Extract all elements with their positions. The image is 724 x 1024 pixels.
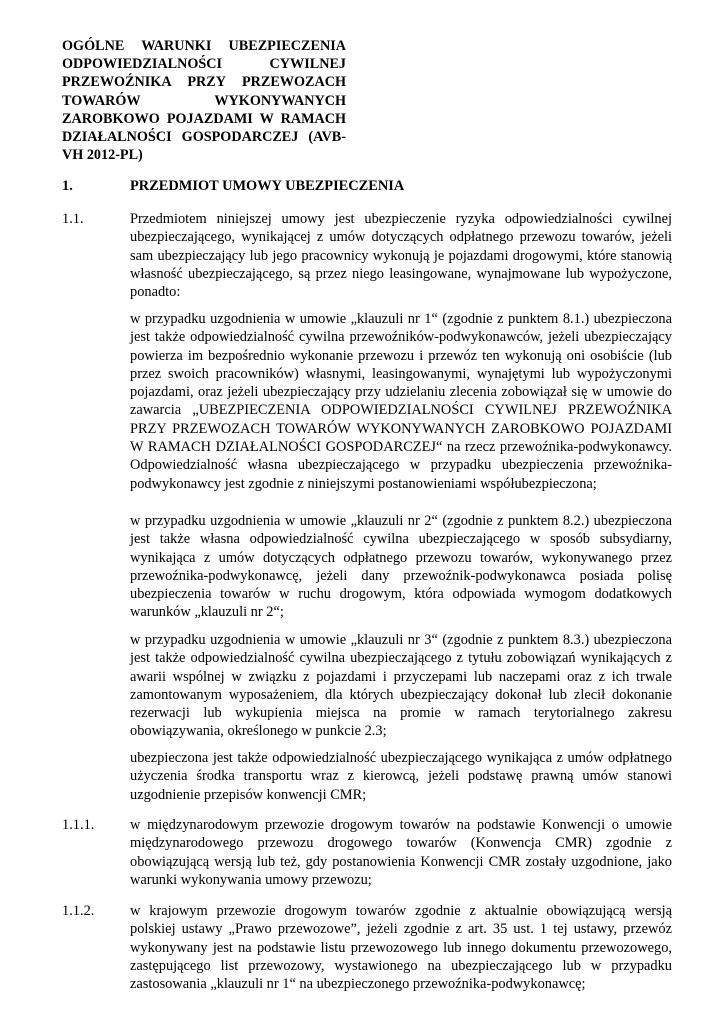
- clause-number: 1.1.: [62, 211, 84, 227]
- clause-paragraph-klauzula-3: w przypadku uzgodnienia w umowie „klauzuli nr 3“ (zgodnie z punktem 8.3.) ubezpieczona jest także odpowiedzialność cywilna ubezpieczającego z tytułu zobowiązań wynikających z awarii wspólnej w związku z pojazdami i przyczepami lub naczepami oraz z ich trwale zamontowanym wyposażeniem, dla których ubezpieczający dokonał lub zlecił dokonanie rezerwacji lub wykupienia miejsca na promie w ramach terytorialnego zakresu obowiązywania, określonego w punkcie 2.3;: [130, 632, 672, 740]
- section-number: 1.: [62, 178, 73, 194]
- clause-text: w międzynarodowym przewozie drogowym towarów na podstawie Konwencji o umowie międzynarodowego przewozu drogowego towarów (Konwencja CMR) zgodnie z obowiązującą wersją lub też, gdy postanowienia Konwencji CMR zostały uzgodnione, jako warunki wykonywania umowy przewozu;: [130, 817, 672, 888]
- document-title: OGÓLNE WARUNKI UBEZPIECZENIA ODPOWIEDZIALNOŚCI CYWILNEJ PRZEWOŹNIKA PRZY PRZEWOZACH TOWARÓW WYKONYWANYCH ZAROBKOWO POJAZDAMI W RAMACH DZIAŁALNOŚCI GOSPODARCZEJ (AVB-VH 2012-PL): [62, 38, 346, 164]
- clause-paragraph-cmr: ubezpieczona jest także odpowiedzialność ubezpieczającego wynikająca z umów odpłatnego użyczenia środka transportu wraz z kierowcą, jeżeli podstawę prawną umów stanowi uzgodnienie przepisów konwencji CMR;: [130, 750, 672, 803]
- clause-text: w krajowym przewozie drogowym towarów zgodnie z aktualnie obowiązującą wersją polskiej ustawy „Prawo przewozowe”, jeżeli zgodnie z art. 35 ust. 1 tej ustawy, przewóz wykonywany jest na podstawie listu przewozowego lub innego dokumentu przewozowego, zastępującego list przewozowy, wystawionego na ubezpieczającego lub w przypadku zastosowania „klauzuli nr 1“ na ubezpieczonego przewoźnika-podwykonawcę;: [130, 903, 672, 993]
- clause-number: 1.1.2.: [62, 903, 95, 919]
- section-heading: PRZEDMIOT UMOWY UBEZPIECZENIA: [130, 178, 405, 194]
- clause-paragraph-klauzula-2: w przypadku uzgodnienia w umowie „klauzuli nr 2“ (zgodnie z punktem 8.2.) ubezpieczona jest także własna odpowiedzialność cywilna ubezpieczającego w sposób subsydiarny, wynikająca z umów dotyczących odpłatnego przewozu towarów, wykonywanego przez przewoźnika-podwykonawcę, jeżeli dany przewoźnik-podwykonawca posiada polisę ubezpieczenia towarów w ruchu drogowym, która odpowiada wymogom dodatkowych warunków „klauzuli nr 2“;: [130, 513, 672, 621]
- clause-text: Przedmiotem niniejszej umowy jest ubezpieczenie ryzyka odpowiedzialności cywilnej ubezpieczającego, wynikającej z umów dotyczących odpłatnego przewozu towarów, jeżeli sam ubezpieczający lub jego pracownicy wykonują je pojazdami drogowymi, które stanowią własność ubezpieczającego, są przez niego leasingowane, wynajmowane lub wypożyczone, ponadto:: [130, 211, 672, 301]
- clause-paragraph-klauzula-1: w przypadku uzgodnienia w umowie „klauzuli nr 1“ (zgodnie z punktem 8.1.) ubezpieczona jest także odpowiedzialność cywilna przewoźników-podwykonawców, jeżeli ubezpieczający powierza im bezpośrednio wykonanie przewozu i przewóz ten wykonują oni osobiście (lub przez swoich pracowników) własnymi, leasingowanymi, wynajętymi lub wypożyczonymi pojazdami, oraz jeżeli ubezpieczający przy udzielaniu zlecenia zobowiązał się w umowie do zawarcia „UBEZPIECZENIA ODPOWIEDZIALNOŚCI CYWILNEJ PRZEWOŹNIKA PRZY PRZEWOZACH TOWARÓW WYKONYWANYCH ZAROBKOWO POJAZDAMI W RAMACH DZIAŁALNOŚCI GOSPODARCZEJ“ na rzecz przewoźnika-podwykonawcy. Odpowiedzialność własna ubezpieczającego w przypadku ubezpieczenia przewoźnika-podwykonawcy jest zgodnie z niniejszymi postanowieniami współubezpieczona;: [130, 311, 672, 492]
- clause-number: 1.1.1.: [62, 817, 95, 833]
